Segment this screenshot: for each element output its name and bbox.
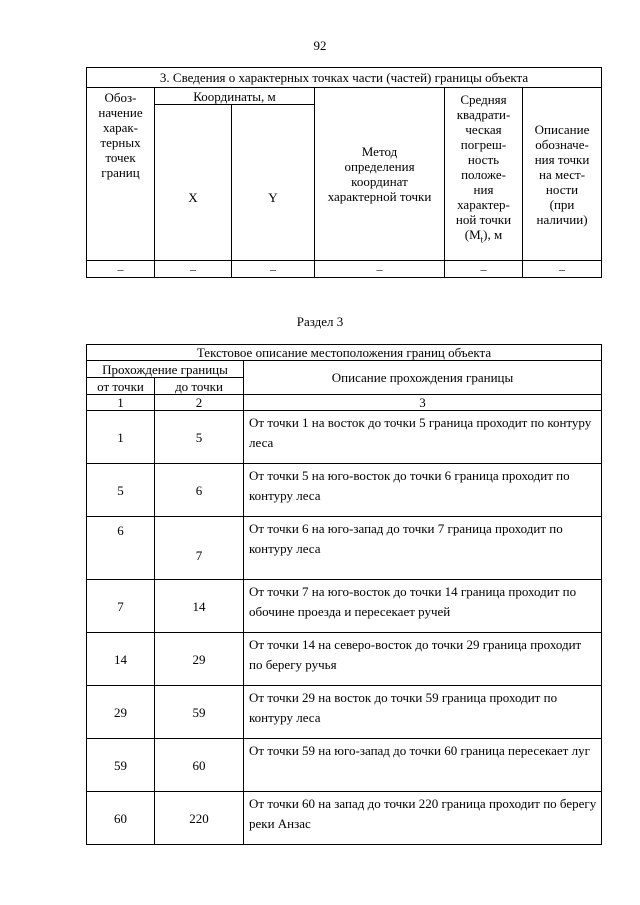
from-point-header: от точки [87,378,155,395]
from-point: 6 [87,517,155,580]
table-row [87,517,602,580]
error-header-text: Средняя квадрати- ческая погреш- ность положе- ния характер- ной точки $(M_t)$, м [455,92,512,245]
passage-header: Прохождение границы [87,361,244,378]
to-point: 29 [155,633,244,686]
method-header: Метод определения координат характерной точки [315,88,445,261]
table2-title: Текстовое описание местоположения границ объекта [87,345,602,361]
boundary-description: От точки 1 на восток до точки 5 граница проходит по контуру леса [244,411,602,464]
description-header: Описание обозначе- ния точки на мест- ности (при наличии) [523,88,602,261]
dash-cell: – [232,261,315,278]
boundary-description: От точки 7 на юго-восток до точки 14 граница проходит по обочине проезда и пересекает ручей [244,580,602,633]
from-point: 60 [87,792,155,845]
column-number: 1 [87,395,155,411]
to-point: 220 [155,792,244,845]
y-header: Y [232,105,315,261]
boundary-description: От точки 5 на юго-восток до точки 6 граница проходит по контуру леса [244,464,602,517]
column-number: 3 [244,395,602,411]
table1-title: 3. Сведения о характерных точках части (частей) границы объекта [87,68,602,88]
table-row [87,464,602,517]
table-row [87,580,602,633]
dash-cell: – [523,261,602,278]
x-header: X [155,105,232,261]
dash-cell: – [87,261,155,278]
from-point: 1 [87,411,155,464]
error-header [445,88,523,261]
boundary-description: От точки 14 на северо-восток до точки 29 граница проходит по берегу ручья [244,633,602,686]
from-point: 59 [87,739,155,792]
to-point: 60 [155,739,244,792]
to-point: 14 [155,580,244,633]
page-number: 92 [313,38,327,53]
boundary-description: От точки 29 на восток до точки 59 граница проходит по контуру леса [244,686,602,739]
table-row [87,739,602,792]
from-point: 5 [87,464,155,517]
from-point: 14 [87,633,155,686]
table-row [87,633,602,686]
to-point: 6 [155,464,244,517]
from-point: 29 [87,686,155,739]
dash-cell: – [155,261,232,278]
to-point: 7 [155,517,244,580]
boundary-description: От точки 60 на запад до точки 220 граница проходит по берегу реки Анзас [244,792,602,845]
boundary-description-table [86,344,602,845]
coordinates-header: Координаты, м [155,88,315,105]
section-title: Раздел 3 [296,314,344,329]
boundary-description: От точки 59 на юго-запад до точки 60 граница пересекает луг [244,739,602,792]
dash-cell: – [445,261,523,278]
boundary-description: От точки 6 на юго-запад до точки 7 граница проходит по контуру леса [244,517,602,580]
from-point: 7 [87,580,155,633]
table-row [87,411,602,464]
designation-header: Обоз- начение харак- терных точек границ [87,88,155,261]
column-number: 2 [155,395,244,411]
description-column-header: Описание прохождения границы [244,361,602,395]
table-row [87,792,602,845]
to-point-header: до точки [155,378,244,395]
dash-cell: – [315,261,445,278]
to-point: 59 [155,686,244,739]
subscript-t: t [480,234,484,245]
boundary-points-table [86,67,602,278]
table-row [87,686,602,739]
to-point: 5 [155,411,244,464]
